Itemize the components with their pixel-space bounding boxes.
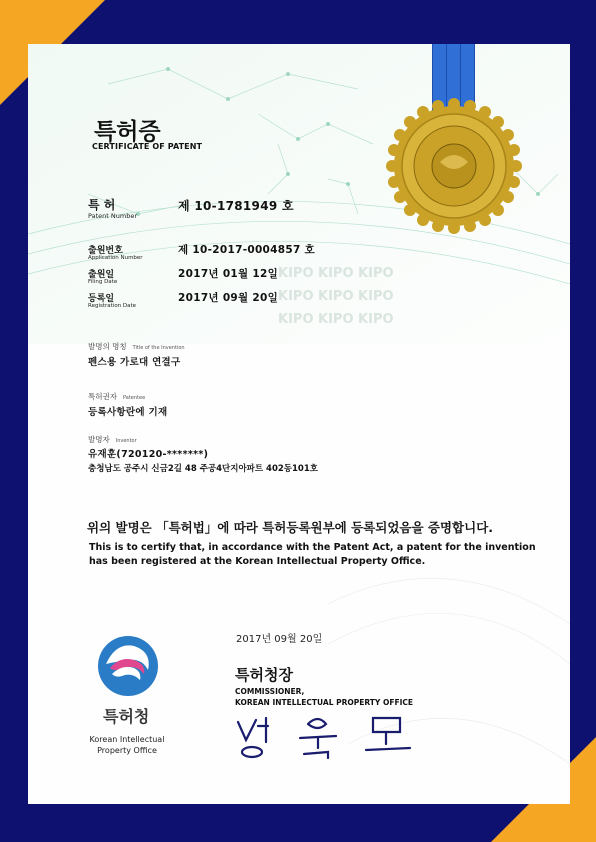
inventor-label-ko: 발명자 <box>88 435 110 444</box>
patent-number-label: 특 허 <box>88 198 116 212</box>
patent-number-value: 제 10-1781949 호 <box>178 199 294 213</box>
invention-label-ko: 발명의 명칭 <box>88 342 127 351</box>
commissioner-title-english-line2: KOREAN INTELLECTUAL PROPERTY OFFICE <box>235 698 414 707</box>
office-name-english <box>84 734 170 756</box>
patentee-label-ko: 특허권자 <box>88 392 117 401</box>
inventor-address: 충청남도 공주시 신금2길 48 주공4단지아파트 402동101호 <box>88 464 318 474</box>
invention-label-en: Title of the Invention <box>132 345 185 351</box>
registration-date-value: 2017년 09월 20일 <box>178 292 279 304</box>
application-number-label: 출원번호 <box>88 246 123 256</box>
certification-statement-korean: 위의 발명은 「특허법」에 따라 특허등록원부에 등록되었음을 증명합니다. <box>87 520 494 535</box>
watermark-text-3: KIPO KIPO KIPO <box>278 312 394 327</box>
office-name-english-line2: Property Office <box>97 746 157 755</box>
inventor-name: 유재훈(720120-*******) <box>88 449 209 460</box>
inventor-label <box>88 434 137 445</box>
commissioner-title-english-line1: COMMISSIONER, <box>235 687 305 696</box>
registration-date-label-en: Registration Date <box>88 303 137 309</box>
watermark-text-1: KIPO KIPO KIPO <box>278 266 394 281</box>
inventor-label-en: Inventor <box>115 438 137 444</box>
certification-statement-english-line2: has been registered at the Korean Intellectual Property Office. <box>89 556 426 567</box>
certificate-paper <box>28 44 570 804</box>
patentee-value: 등록사항란에 기재 <box>88 407 168 418</box>
office-name-english-line1: Korean Intellectual <box>89 735 165 744</box>
filing-date-label-en: Filing Date <box>88 279 118 285</box>
patentee-label <box>88 391 145 402</box>
invention-title-value: 펜스용 가로대 연결구 <box>88 357 181 368</box>
registration-date-label: 등록일 <box>88 294 115 304</box>
office-name-korean: 특허청 <box>103 707 150 726</box>
watermark-text-2: KIPO KIPO KIPO <box>278 289 394 304</box>
title-korean: 특허증 <box>94 119 161 145</box>
kipo-logo-icon <box>96 634 160 698</box>
certification-statement-english <box>89 541 536 569</box>
commissioner-title-english <box>235 686 413 708</box>
invention-label <box>88 341 185 352</box>
gold-seal-icon <box>384 96 524 236</box>
issue-date: 2017년 09월 20일 <box>236 634 323 645</box>
application-number-label-en: Application Number <box>88 255 143 261</box>
commissioner-title-korean: 특허청장 <box>235 666 293 684</box>
patent-number-label-en: Patent Number <box>88 212 138 220</box>
handwritten-signature <box>228 710 418 760</box>
certification-statement-english-line1: This is to certify that, in accordance with the Patent Act, a patent for the invention <box>89 542 536 553</box>
application-number-value: 제 10-2017-0004857 호 <box>178 244 315 256</box>
title-english: CERTIFICATE OF PATENT <box>92 142 203 151</box>
patentee-label-en: Patentee <box>122 395 146 401</box>
filing-date-value: 2017년 01월 12일 <box>178 268 279 280</box>
filing-date-label: 출원일 <box>88 270 115 280</box>
